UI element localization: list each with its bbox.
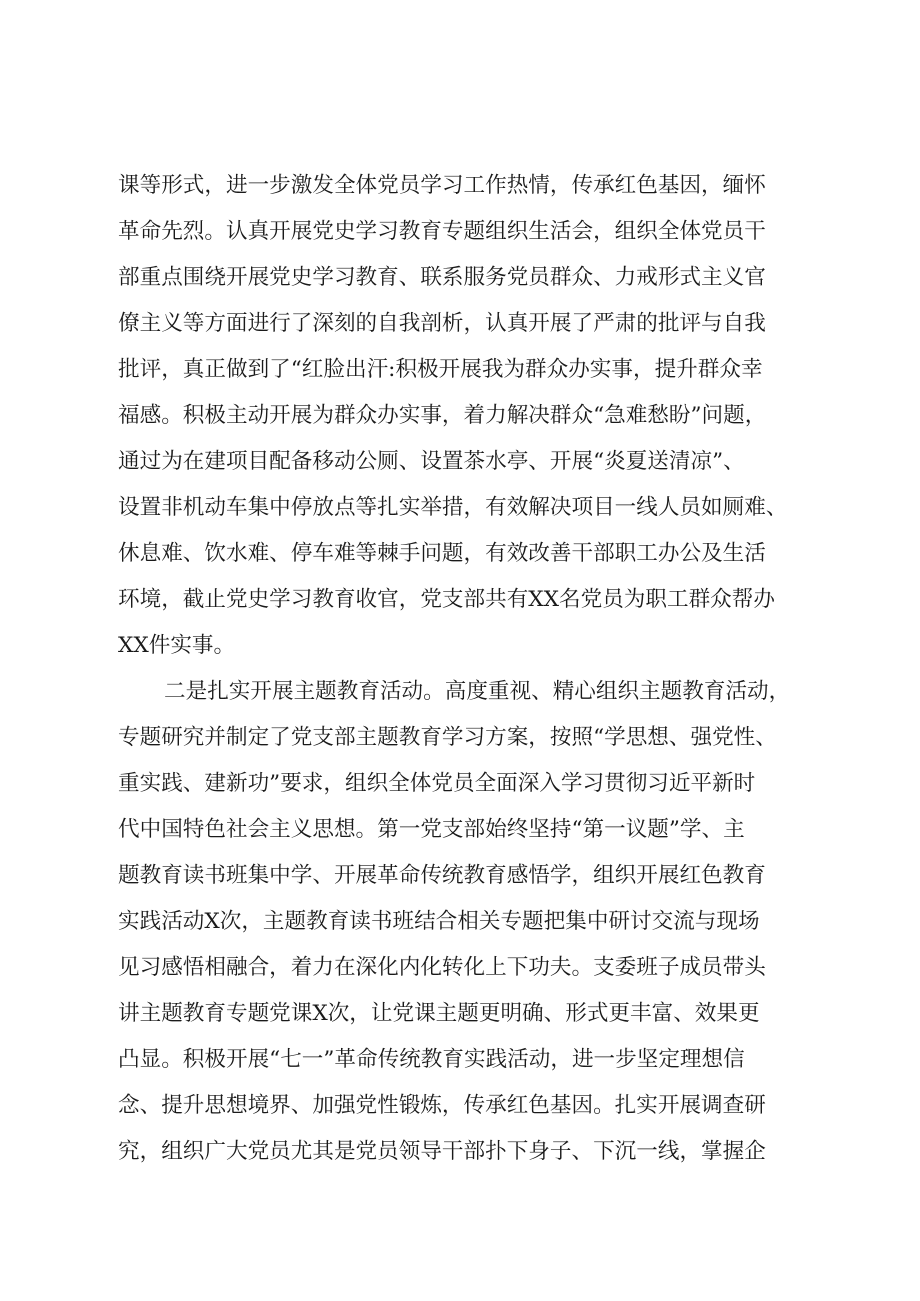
text-line: 重实践、建新功”要求，组织全体党员全面深入学习贯彻习近平新时 — [118, 771, 756, 796]
text-line: XX件实事。 — [118, 633, 236, 658]
text-line: 究，组织广大党员尤其是党员领导干部扑下身子、下沉一线，掌握企 — [118, 1139, 766, 1164]
text-line: 福感。积极主动开展为群众办实事，着力解决群众“急难愁盼”问题， — [118, 403, 767, 428]
text-line: 批评，真正做到了“红脸出汗:积极开展我为群众办实事，提升群众幸 — [118, 357, 763, 382]
text-line: 凸显。积极开展“七一”革命传统教育实践活动，进一步坚定理想信 — [118, 1047, 745, 1072]
text-line: 代中国特色社会主义思想。第一党支部始终坚持“第一议题”学、主 — [118, 817, 745, 842]
text-line: 见习感悟相融合，着力在深化内化转化上下功夫。支委班子成员带头 — [118, 955, 766, 980]
text-line: 实践活动X次，主题教育读书班结合相关专题把集中研讨交流与现场 — [118, 909, 760, 934]
text-line: 二是扎实开展主题教育活动。高度重视、精心组织主题教育活动， — [164, 679, 791, 704]
text-line: 题教育读书班集中学、开展革命传统教育感悟学，组织开展红色教育 — [118, 863, 766, 888]
text-line: 休息难、饮水难、停车难等棘手问题，有效改善干部职工办公及生活 — [118, 541, 766, 566]
text-line: 环境，截止党史学习教育收官，党支部共有XX名党员为职工群众帮办 — [118, 587, 775, 612]
text-line: 部重点围绕开展党史学习教育、联系服务党员群众、力戒形式主义官 — [118, 265, 766, 290]
text-line: 通过为在建项目配备移动公厕、设置茶水亭、开展“炎夏送清凉”、 — [118, 449, 745, 474]
text-line: 设置非机动车集中停放点等扎实举措，有效解决项目一线人员如厕难、 — [118, 495, 788, 520]
text-line: 革命先烈。认真开展党史学习教育专题组织生活会，组织全体党员干 — [118, 219, 766, 244]
text-line: 念、提升思想境界、加强党性锻炼，传承红色基因。扎实开展调查研 — [118, 1093, 766, 1118]
text-line: 专题研究并制定了党支部主题教育学习方案，按照“学思想、强党性、 — [118, 725, 777, 750]
text-line: 僚主义等方面进行了深刻的自我剖析，认真开展了严肃的批评与自我 — [118, 311, 766, 336]
text-line: 课等形式，进一步激发全体党员学习工作热情，传承红色基因，缅怀 — [118, 173, 766, 198]
text-line: 讲主题教育专题党课X次，让党课主题更明确、形式更丰富、效果更 — [118, 1001, 760, 1026]
